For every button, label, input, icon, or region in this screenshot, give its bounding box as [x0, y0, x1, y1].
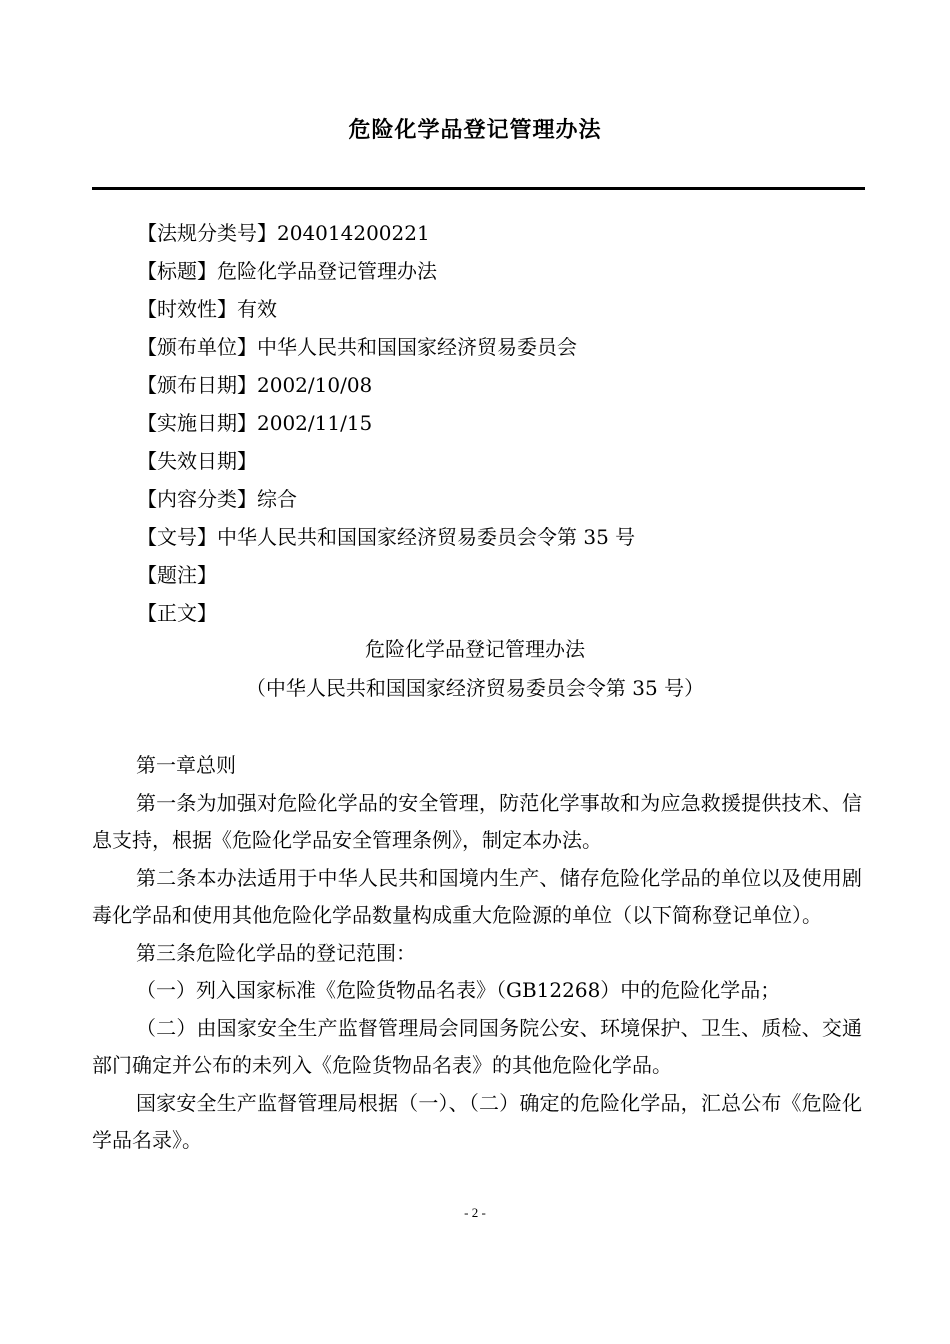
meta-row-title	[137, 252, 867, 290]
meta-label: 【失效日期】	[137, 449, 257, 473]
meta-row-classification-number	[137, 214, 867, 252]
body-title: 危险化学品登记管理办法	[365, 637, 585, 661]
meta-value: 2002/10/08	[257, 373, 373, 397]
page-number: - 2 -	[464, 1205, 486, 1220]
body-text	[92, 747, 862, 1160]
meta-label: 【实施日期】	[137, 411, 257, 435]
meta-value: 危险化学品登记管理办法	[217, 259, 437, 283]
chapter-heading: 第一章总则	[136, 753, 236, 777]
metadata-block	[137, 214, 867, 632]
meta-row-content-category	[137, 480, 867, 518]
article-paragraph: 国家安全生产监督管理局根据（一）、（二）确定的危险化学品，汇总公布《危险化学品名录》。	[92, 1090, 862, 1152]
meta-label: 【时效性】	[137, 297, 237, 321]
article-paragraph: 第三条危险化学品的登记范围：	[136, 940, 416, 965]
meta-row-expiry-date	[137, 442, 867, 480]
meta-label: 【题注】	[137, 563, 217, 587]
meta-label: 【法规分类号】	[137, 221, 277, 245]
meta-value: 中华人民共和国国家经济贸易委员会令第 35 号	[217, 525, 636, 549]
meta-label: 【颁布日期】	[137, 373, 257, 397]
meta-row-validity	[137, 290, 867, 328]
meta-value: 有效	[237, 297, 277, 321]
meta-label: 【正文】	[137, 601, 217, 625]
article-paragraph: 第二条本办法适用于中华人民共和国境内生产、储存危险化学品的单位以及使用剧毒化学品和使用其他危险化学品数量构成重大危险源的单位（以下简称登记单位）。	[92, 865, 862, 927]
meta-label: 【标题】	[137, 259, 217, 283]
title-divider	[92, 187, 865, 190]
meta-row-effective-date	[137, 404, 867, 442]
meta-value: 综合	[257, 487, 297, 511]
document-title: 危险化学品登记管理办法	[348, 118, 602, 143]
article-paragraph: 第一条为加强对危险化学品的安全管理，防范化学事故和为应急救援提供技术、信息支持，根据《危险化学品安全管理条例》，制定本办法。	[92, 790, 862, 852]
meta-row-issue-date	[137, 366, 867, 404]
meta-label: 【文号】	[137, 525, 217, 549]
list-item-paragraph: （二）由国家安全生产监督管理局会同国务院公安、环境保护、卫生、质检、交通部门确定并公布的未列入《危险货物品名表》的其他危险化学品。	[92, 1015, 862, 1077]
meta-value: 中华人民共和国国家经济贸易委员会	[257, 335, 577, 359]
meta-label: 【内容分类】	[137, 487, 257, 511]
list-item-paragraph: （一）列入国家标准《危险货物品名表》（GB12268）中的危险化学品；	[136, 978, 781, 1002]
meta-row-notes	[137, 556, 867, 594]
meta-row-document-number	[137, 518, 867, 556]
meta-row-issuer	[137, 328, 867, 366]
meta-value: 2002/11/15	[257, 411, 373, 435]
body-subtitle: （中华人民共和国国家经济贸易委员会令第 35 号）	[245, 676, 705, 700]
meta-value: 204014200221	[277, 221, 430, 245]
meta-label: 【颁布单位】	[137, 335, 257, 359]
meta-row-main-text	[137, 594, 867, 632]
